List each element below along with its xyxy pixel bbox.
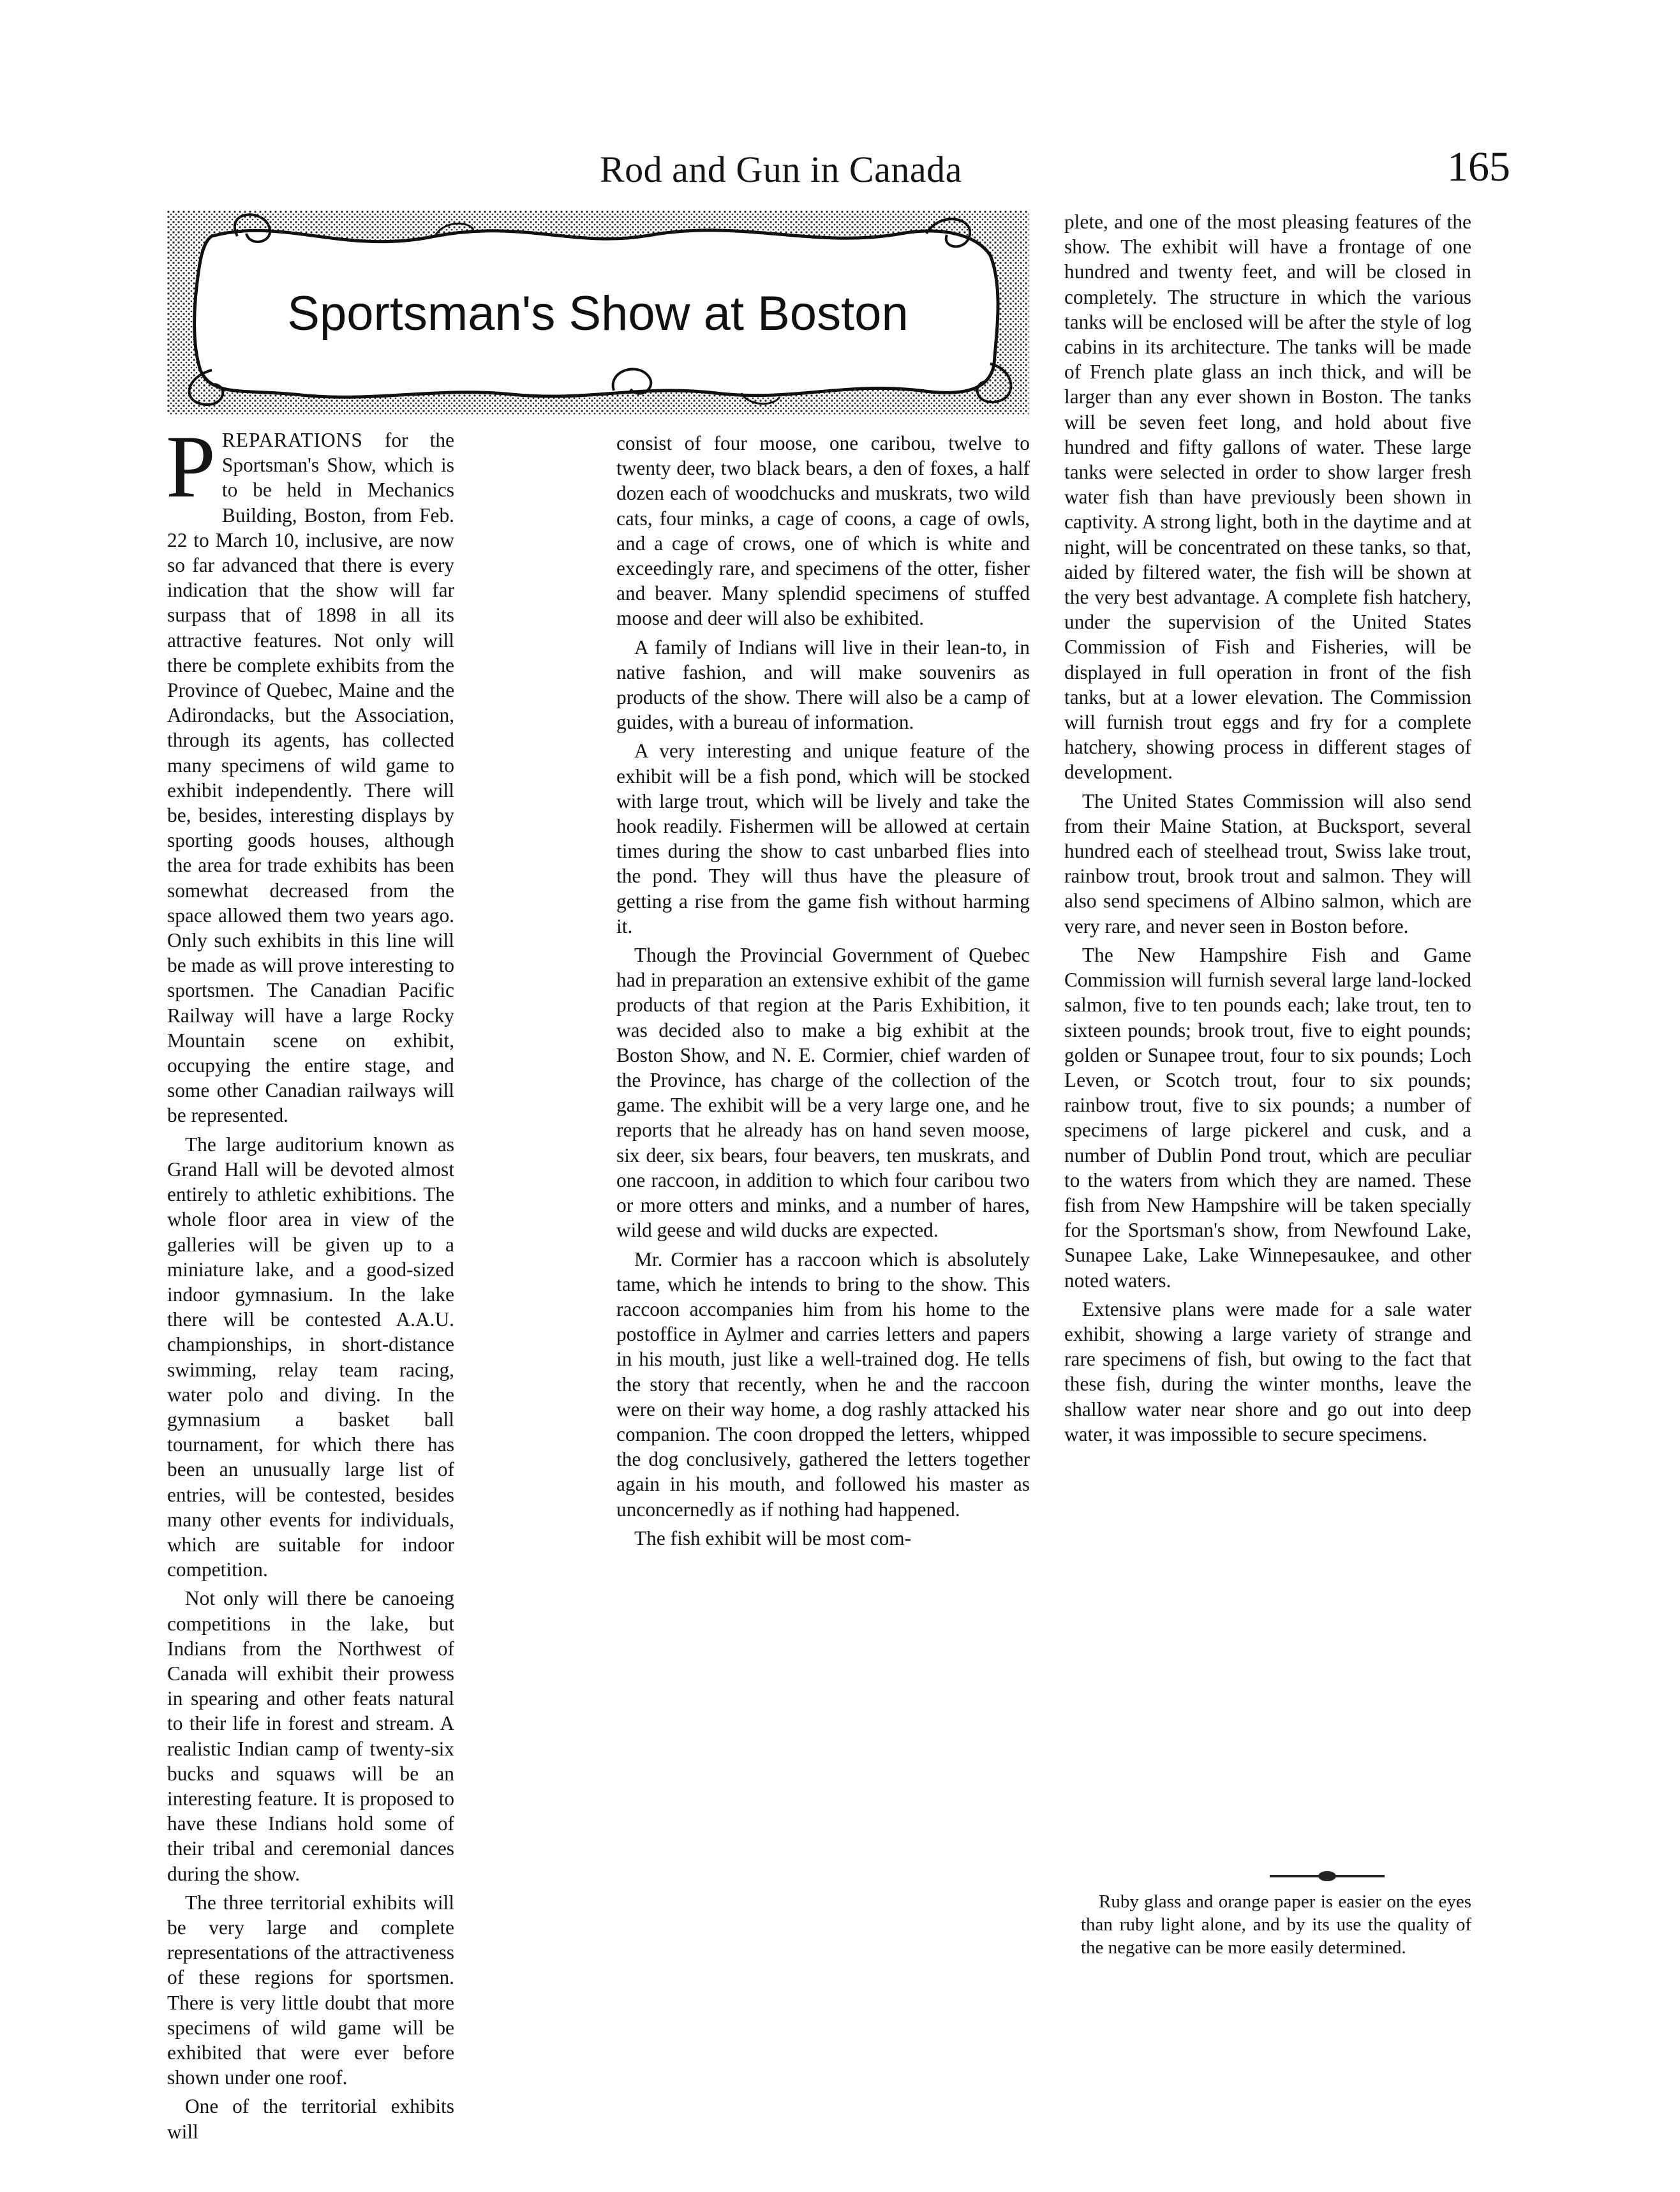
section-divider: [1270, 1875, 1385, 1877]
paragraph: Extensive plans were made for a sale water exhibit, showing a large variety of strange and rare specimens of fish, but owing to the fact that these fish, during the winter months, leave the shallow water near shore and go out into deep water, it was impossible to secure specimens.: [1064, 1297, 1471, 1445]
paragraph-text: for the Sportsman's Show, which is to be held in Mechanics Building, Boston, from Feb. 22 to March 10, inclusive, are now so far advanced that there is every indication that the show will far surpass that of 1898 in all its attractive features. Not only will there be complete exhibits from the Province of Quebec, Maine and the Adirondacks, but the Association, through its agents, has collected many specimens of wild game to exhibit independently. There will be, besides, interesting displays by sporting goods houses, although the area for trade exhibits has been somewhat decreased from the space allowed them two years ago. Only such exhibits in this line will be made as will prove interesting to sportsmen. The Canadian Pacific Railway will have a large Rocky Mountain scene on exhibit, occupying the entire stage, and some other Canadian railways will be represented.: [167, 429, 454, 1127]
paragraph: Not only will there be canoeing competitions in the lake, but Indians from the Northwest of Canada will exhibit their prowess in spearing and other feats natural to their life in forest and stream. A realistic Indian camp of twenty-six bucks and squaws will be an interesting feature. It is proposed to have these Indians hold some of their tribal and ceremonial dances during the show.: [167, 1587, 454, 1885]
paragraph: The three territorial exhibits will be very large and complete representations of the attractiveness of these regions for sportsmen. There is very little doubt that more specimens of wild game will be exhibited that were ever before shown under one roof.: [167, 1891, 454, 2089]
paragraph: The New Hampshire Fish and Game Commission will furnish several large land-locked salmon, five to ten pounds each; lake trout, ten to sixteen pounds; brook trout, five to eight pounds; golden or Sunapee trout, four to six pounds; Loch Leven, or Scotch trout, four to six pounds; rainbow trout, five to six pounds; a number of specimens of large pickerel and cusk, and a number of Dublin Pond trout, which are peculiar to the waters from which they are named. These fish from New Hampshire will be taken specially for the Sportsman's show, from Newfound Lake, Sunapee Lake, Lake Winnepesaukee, and other noted waters.: [1064, 943, 1471, 1292]
paragraph: The United States Commission will also send from their Maine Station, at Bucksport, several hundred each of steelhead trout, Swiss lake trout, rainbow trout, brook trout and salmon. They will also send specimens of Albino salmon, which are very rare, and never seen in Boston before.: [1064, 789, 1471, 937]
paragraph: The fish exhibit will be most com-: [634, 1526, 912, 1549]
paragraph: A family of Indians will live in their lean-to, in native fashion, and will make souvenirs as products of the show. There will also be a camp of guides, with a bureau of information.: [616, 636, 1030, 734]
paragraph: Though the Provincial Government of Quebec had in preparation an extensive exhibit of the game products of that region at the Paris Exhibition, it was decided also to make a big exhibit at the Boston Show, and N. E. Cormier, chief warden of the Province, has charge of the collection of the game. The exhibit will be a very large one, and he reports that he already has on hand seven moose, six deer, six bears, four beavers, ten muskrats, and one raccoon, in addition to which four caribou two or more otters and minks, and a number of hares, wild geese and wild ducks are expected.: [616, 944, 1030, 1242]
drop-cap: P: [166, 417, 216, 516]
paragraph: plete, and one of the most pleasing features of the show. The exhibit will have a frontage of one hundred and twenty feet, and will be closed in completely. The structure in which the various tanks will be enclosed will be after the style of log cabins in its architecture. The tanks will be made of French plate glass an inch thick, and will be larger than any ever shown in Boston. The tanks will be seven feet long, and hold about five hundred and fifty gallons of water. These large tanks were selected in order to show larger fresh water fish than have previously been shown in captivity. A strong light, both in the daytime and at night, will be concentrated on these tanks, so that, aided by filtered water, the fish will be shown at the very best advantage. A complete fish hatchery, under the supervision of the United States Commission of Fish and Fisheries, will be displayed in full operation in front of the fish tanks, but at a lower elevation. The Commission will furnish trout eggs and fry for a complete hatchery, showing process in different stages of development.: [1064, 211, 1471, 784]
first-word: REPARATIONS: [221, 429, 363, 451]
paragraph: One of the territorial exhibits will: [167, 2095, 454, 2143]
article-title: Sportsman's Show at Boston: [287, 287, 909, 341]
running-title: Rod and Gun in Canada: [600, 149, 962, 190]
note-text: Ruby glass and orange paper is easier on the eyes than ruby light alone, and by its use the quality of the negative can be more easily determined.: [1081, 1891, 1471, 1958]
paragraph: consist of four moose, one caribou, twelve to twenty deer, two black bears, a den of foxes, a half dozen each of woodchucks and muskrats, two wild cats, four minks, a cage of coons, a cage of owls, and a cage of crows, one of which is white and exceedingly rare, and specimens of the otter, fisher and beaver. Many splendid specimens of stuffed moose and deer will also be exhibited.: [616, 432, 1030, 630]
paragraph: Mr. Cormier has a raccoon which is absolutely tame, which he intends to bring to the show. This raccoon accompanies him from his home to the postoffice in Aylmer and carries letters and papers in his mouth, just like a well-trained dog. He tells the story that recently, when he and the raccoon were on their way home, a dog rashly attacked his companion. The coon dropped the letters, whipped the dog conclusively, gathered the letters together again in his mouth, and followed his master as unconcernedly as if nothing had happened.: [616, 1248, 1030, 1521]
text-column-1: [166, 417, 454, 2144]
paragraph: The large auditorium known as Grand Hall will be devoted almost entirely to athletic exhibitions. The whole floor area in view of the galleries will be given up to a miniature lake, and a good-sized indoor gymnasium. In the lake there will be contested A.A.U. championships, in short-distance swimming, relay team racing, water polo and diving. In the gymnasium a basket ball tournament, for which there has been an unusually large list of entries, will be contested, besides many other events for individuals, which are suitable for indoor competition.: [167, 1133, 454, 1581]
page-number: 165: [1447, 144, 1510, 190]
text-column-2: [616, 431, 1030, 1551]
paragraph: A very interesting and unique feature of the exhibit will be a fish pond, which will be stocked with large trout, which will be lively and take the hook readily. Fishermen will be allowed at certain times during the show to cast unbarbed flies into the pond. They will thus have the pleasure of getting a rise from the game fish without harming it.: [616, 740, 1030, 937]
text-column-3: [1064, 209, 1471, 1447]
ornamental-title-frame: [167, 211, 1029, 415]
footer-note: [1081, 1890, 1471, 1959]
paragraph: [166, 417, 454, 1128]
